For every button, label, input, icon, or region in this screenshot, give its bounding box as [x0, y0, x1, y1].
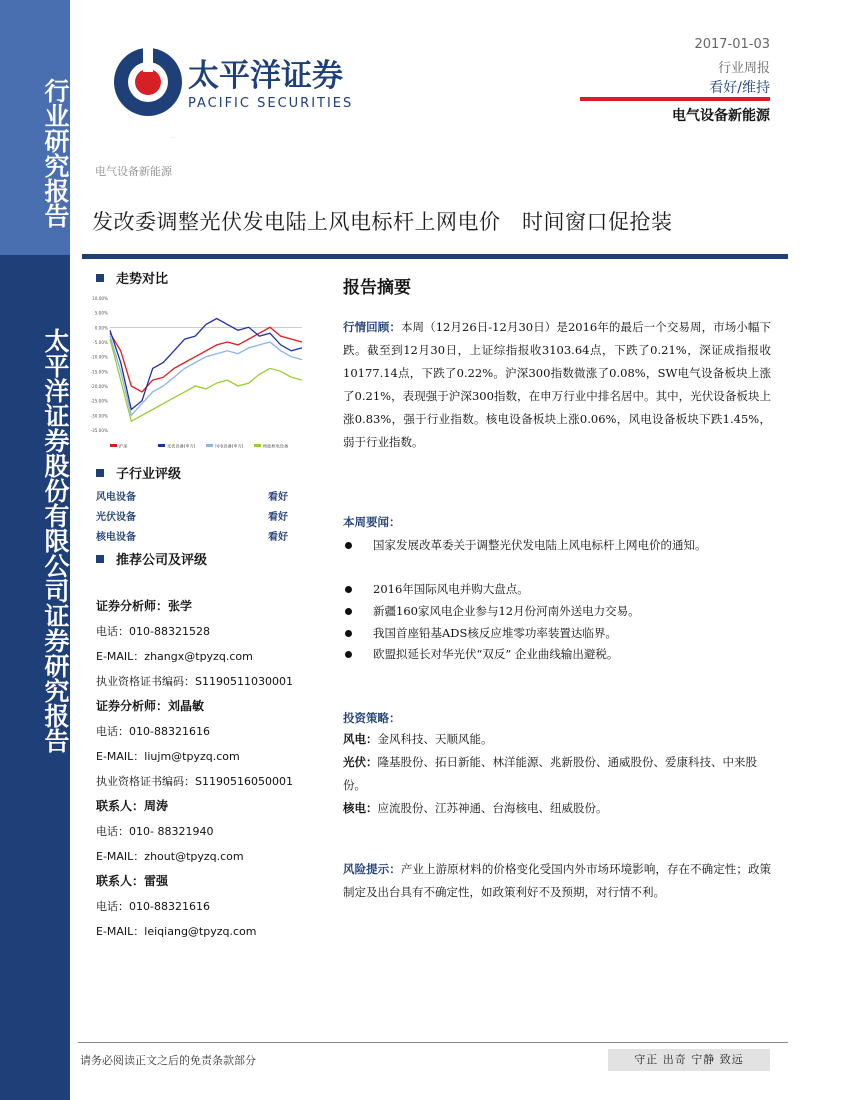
legend-label: 光伏设备(申万): [167, 443, 196, 449]
bullet-icon: [345, 651, 352, 658]
news-item: 新疆160家风电企业参与12月份河南外送电力交易。: [343, 600, 773, 622]
logo-en-text: PACIFIC SECURITIES: [188, 96, 354, 111]
legend-label: 沪深: [119, 443, 128, 449]
disclaimer-note: 请务必阅读正文之后的免责条款部分: [80, 1054, 256, 1067]
y-tick-label: 5.00%: [94, 310, 108, 316]
industry-name: 核电设备: [96, 532, 136, 543]
contact-phone: 电话：010- 88321940: [96, 825, 214, 838]
y-tick-label: -15.00%: [90, 369, 108, 375]
invest-heading: 投资策略：: [343, 711, 401, 725]
industry-name: 光伏设备: [96, 512, 136, 523]
legend-swatch: [254, 444, 261, 447]
legend-label: 风电设备(申万): [215, 443, 244, 449]
square-bullet-icon: [96, 469, 104, 477]
y-tick-label: -35.00%: [90, 428, 108, 433]
trend-chart: [88, 292, 308, 456]
page-title: 发改委调整光伏发电陆上风电标杆上网电价 时间窗口促抢装: [92, 210, 673, 234]
risk-warning: 风险提示：产业上游原材料的价格变化受国内外市场环境影响，存在不确定性；政策制定及出台具有不确定性，如政策利好不及预期，对行情不利。: [343, 862, 772, 899]
breadcrumb: 电气设备新能源: [95, 165, 172, 178]
legend-swatch: [110, 444, 117, 447]
legend-label: 核能核电设备: [263, 443, 289, 449]
industry-name: 风电设备: [96, 492, 136, 503]
trend-heading: 走势对比: [96, 268, 168, 287]
analyst-name: 证券分析师：刘晶敏: [96, 699, 205, 713]
sidebar-report-type: 行业研究报告: [41, 78, 70, 228]
industry-rating: 看好: [268, 532, 288, 543]
news-item: 2016年国际风电并购大盘点。: [343, 578, 773, 600]
analyst-phone: 电话：010-88321528: [96, 625, 210, 638]
news-heading: 本周要闻：: [343, 515, 401, 529]
contact-name: 联系人：雷强: [96, 874, 169, 888]
logo-cn-text: 太平洋证券: [188, 58, 343, 94]
contact-phone: 电话：010-88321616: [96, 900, 210, 913]
bullet-icon: [345, 630, 352, 637]
series-line: [110, 319, 302, 410]
news-item: 欧盟拟延长对华光伏“双反” 企业曲线输出避税。: [343, 643, 773, 665]
y-tick-label: 0.00%: [94, 325, 108, 331]
news-item: 国家发展改革委关于调整光伏发电陆上风电标杆上网电价的通知。: [343, 534, 773, 556]
contact-email[interactable]: E-MAIL：leiqiang@tpyzq.com: [96, 925, 257, 938]
title-divider: [82, 254, 788, 259]
analyst-name: 证券分析师：张学: [96, 599, 193, 613]
square-bullet-icon: [96, 274, 104, 282]
sector-label: 电气设备新能源: [672, 108, 770, 124]
analyst-email[interactable]: E-MAIL：liujm@tpyzq.com: [96, 750, 240, 763]
sidebar-company: 太平洋证券股份有限公司证券研究报告: [41, 328, 70, 753]
report-type: 行业周报: [717, 61, 770, 76]
y-tick-label: -5.00%: [93, 340, 108, 345]
recommend-heading: 推荐公司及评级: [96, 549, 207, 568]
header-divider: [580, 97, 770, 101]
invest-nuclear: 核电：应流股份、江苏神通、台海核电、纽威股份。: [343, 801, 608, 815]
invest-wind: 风电：金风科技、天顺风能。: [343, 732, 493, 746]
market-review: 行情回顾：本周（12月26日-12月30日）是2016年的最后一个交易周，市场小幅下跌。截至到12月30日，上证综指报收3103.64点，下跌了0.21%，深证成指报收10177.14点，下跌了0.22%。沪深300指数微涨了0.08%，SW电气设备板块上涨了0.21%，表现强于沪深300指数，在申万行业中排名居中。其中，光伏设备板块上涨0.83%，强于行业指数。核电设备板块上涨0.06%，风电设备板块下跌1.45%，弱于行业指数。: [343, 320, 772, 449]
abstract-title: 报告摘要: [343, 278, 411, 298]
company-motto: 守正 出奇 宁静 致远: [608, 1049, 770, 1071]
analyst-email[interactable]: E-MAIL：zhangx@tpyzq.com: [96, 650, 253, 663]
news-item: 我国首座铅基ADS核反应堆零功率装置达临界。: [343, 622, 773, 644]
legend-swatch: [206, 444, 213, 447]
rating: 看好/维持: [709, 80, 770, 96]
analyst-cert: 执业资格证书编码：S1190511030001: [96, 675, 293, 688]
analyst-cert: 执业资格证书编码：S1190516050001: [96, 775, 293, 788]
sub-industry-heading: 子行业评级: [96, 463, 181, 482]
industry-rating: 看好: [268, 492, 288, 503]
y-tick-label: 10.00%: [92, 296, 108, 301]
company-logo: [88, 14, 378, 144]
report-date: 2017-01-03: [694, 37, 770, 52]
bullet-icon: [345, 542, 352, 549]
invest-solar: 光伏：隆基股份、拓日新能、林洋能源、兆新股份、通威股份、爱康科技、中来股份。: [343, 755, 757, 792]
bullet-icon: [345, 608, 352, 615]
industry-rating: 看好: [268, 512, 288, 523]
y-tick-label: -30.00%: [90, 413, 108, 419]
y-tick-label: -10.00%: [90, 354, 108, 360]
square-bullet-icon: [96, 555, 104, 563]
bullet-icon: [345, 586, 352, 593]
contact-email[interactable]: E-MAIL：zhout@tpyzq.com: [96, 850, 244, 863]
y-tick-label: -25.00%: [90, 398, 108, 404]
contact-name: 联系人：周涛: [96, 799, 169, 813]
legend-swatch: [158, 444, 165, 447]
analyst-phone: 电话：010-88321616: [96, 725, 210, 738]
footer-divider: [78, 1042, 788, 1043]
y-tick-label: -20.00%: [90, 384, 108, 389]
